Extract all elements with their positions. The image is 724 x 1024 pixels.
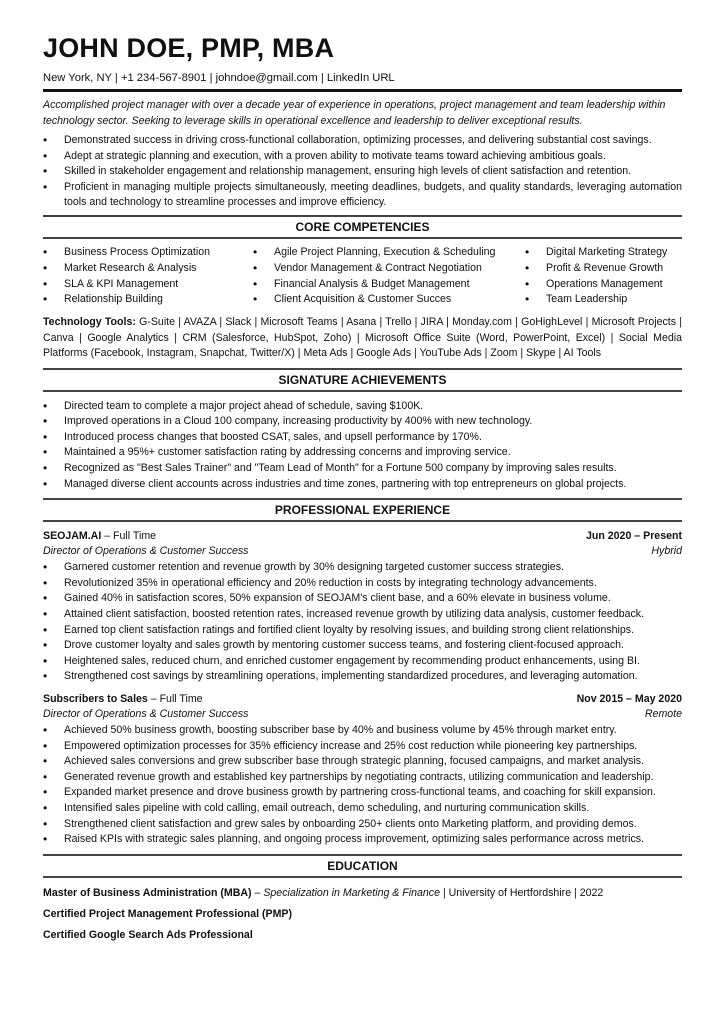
job-subheader: [43, 544, 682, 559]
job-subheader: [43, 707, 682, 722]
job-type: – Full Time: [147, 692, 203, 705]
achievement-item: • Introduced process changes that boosted CSAT, sales, and upsell performance by 170%.: [43, 430, 682, 446]
section-header-core-competencies: [43, 215, 682, 239]
degree-name: Master of Business Administration (MBA): [43, 886, 252, 899]
job-bullet: • Revolutionized 35% in operational efficiency and 20% reduction in costs by integrating technology advancements.: [43, 576, 682, 592]
competency-item: • SLA & KPI Management: [43, 277, 253, 293]
achievements-list: [43, 399, 682, 493]
degree-specialization: Specialization in Marketing & Finance: [263, 886, 440, 899]
competencies-grid: [43, 245, 682, 308]
job-dates: Jun 2020 – Present: [586, 530, 682, 543]
header-divider: [43, 89, 682, 92]
summary-bullets: [43, 133, 682, 211]
job-header: [43, 529, 682, 544]
summary-bullet: • Demonstrated success in driving cross-functional collaboration, optimizing processes, and delivering substantial cost savings.: [43, 133, 682, 149]
achievement-item: • Maintained a 95%+ customer satisfaction rating by addressing concerns and improving service.: [43, 445, 682, 461]
competencies-column: [253, 245, 525, 308]
competencies-column: [43, 245, 253, 308]
section-divider: [43, 520, 682, 522]
job-bullet: • Empowered optimization processes for 35% efficiency increase and 25% cost reduction while pioneering key partnerships.: [43, 739, 682, 755]
competency-item: • Profit & Revenue Growth: [525, 261, 667, 277]
job-bullets: [43, 560, 682, 685]
summary-bullet: • Adept at strategic planning and execution, with a proven ability to motivate teams toward achieving ambitious goals.: [43, 149, 682, 165]
section-header-achievements: [43, 368, 682, 392]
section-divider: [43, 390, 682, 392]
job-bullet: • Drove customer loyalty and sales growth by mentoring customer success teams, and fostering client-focused approach.: [43, 638, 682, 654]
degree-institution: | University of Hertfordshire | 2022: [440, 886, 604, 899]
competency-item: • Client Acquisition & Customer Succes: [253, 292, 525, 308]
section-divider: [43, 876, 682, 878]
competency-item: • Vendor Management & Contract Negotiation: [253, 261, 525, 277]
job-bullet: • Achieved 50% business growth, boosting subscriber base by 40% and business volume by 45% through market entry.: [43, 723, 682, 739]
job-bullet: • Gained 40% in satisfaction scores, 50% expansion of SEOJAM's client base, and a 60% elevate in business volume.: [43, 591, 682, 607]
education-degree: [43, 886, 682, 900]
competency-item: • Financial Analysis & Budget Management: [253, 277, 525, 293]
certification: [43, 928, 682, 942]
competency-item: • Agile Project Planning, Execution & Scheduling: [253, 245, 525, 261]
technology-tools: [43, 315, 682, 362]
candidate-name: JOHN DOE, PMP, MBA: [43, 33, 335, 63]
degree-separator: –: [251, 886, 264, 899]
technology-tools-list: G-Suite | AVAZA | Slack | Microsoft Teams | Asana | Trello | JIRA | Monday.com | GoHighLevel | Microsoft Projects | Canva | Google Analytics | CRM (Salesforce, HubSpot, Zoho) | Microsoft Office Suite (Word, PowerPoint, Excel) | Social Media Platforms (Facebook, Instagram, Snapchat, Twitter/X) | Meta Ads | Google Ads | YouTube Ads | Zoom | Skype | AI Tools: [43, 316, 683, 360]
job-bullet: • Strengthened client satisfaction and grew sales by onboarding 250+ clients onto Marketing platform, and providing demos.: [43, 817, 682, 833]
section-title: EDUCATION: [327, 858, 398, 873]
job-entry: [43, 529, 682, 685]
summary-bullet: • Skilled in stakeholder engagement and relationship management, ensuring high levels of client satisfaction and retention.: [43, 164, 682, 180]
section-divider: [43, 237, 682, 239]
job-bullet: • Garnered customer retention and revenue growth by 30% designing targeted customer success strategies.: [43, 560, 682, 576]
competency-item: • Operations Management: [525, 277, 667, 293]
job-bullet: • Raised KPIs with strategic sales planning, and ongoing process improvement, optimizing sales performance across metrics.: [43, 832, 682, 848]
section-title: CORE COMPETENCIES: [295, 219, 430, 234]
job-bullet: • Heightened sales, reduced churn, and enriched customer engagement by recommending product enhancements, using BI.: [43, 654, 682, 670]
job-location: Remote: [644, 707, 682, 720]
job-bullet: • Earned top client satisfaction ratings and fortified client loyalty by resolving issues, and building strong client relationships.: [43, 623, 682, 639]
achievement-item: • Managed diverse client accounts across industries and time zones, partnering with top entrepreneurs on global projects.: [43, 477, 682, 493]
competency-item: • Business Process Optimization: [43, 245, 253, 261]
job-bullet: • Generated revenue growth and established key partnerships by negotiating contracts, utilizing communication and leadership.: [43, 770, 682, 786]
job-dates: Nov 2015 – May 2020: [576, 692, 682, 705]
competency-item: • Market Research & Analysis: [43, 261, 253, 277]
job-bullet: • Expanded market presence and drove business growth by partnering cross-functional teams, and coaching for skill expansion.: [43, 785, 682, 801]
job-entry: [43, 692, 682, 848]
section-title: SIGNATURE ACHIEVEMENTS: [278, 372, 447, 387]
job-company: Subscribers to Sales: [43, 692, 148, 705]
contact-info: New York, NY | +1 234-567-8901 | johndoe@gmail.com | LinkedIn URL: [43, 72, 395, 84]
competency-item: • Digital Marketing Strategy: [525, 245, 667, 261]
job-bullet: • Intensified sales pipeline with cold calling, email outreach, demo scheduling, and nurturing communication skills.: [43, 801, 682, 817]
job-type: – Full Time: [101, 530, 157, 543]
achievement-item: • Directed team to complete a major project ahead of schedule, saving $100K.: [43, 399, 682, 415]
job-role: Director of Operations & Customer Success: [43, 545, 249, 558]
achievement-item: • Improved operations in a Cloud 100 company, increasing productivity by 400% with new technology.: [43, 414, 682, 430]
job-bullet: • Strengthened cost savings by streamlining operations, implementing standardized procedures, and leveraging automation.: [43, 669, 682, 685]
job-bullet: • Attained client satisfaction, boosted retention rates, increased revenue growth by utilizing data analysis, customer feedback.: [43, 607, 682, 623]
section-title: PROFESSIONAL EXPERIENCE: [274, 503, 451, 518]
job-location: Hybrid: [651, 545, 682, 558]
job-bullets: [43, 723, 682, 848]
competencies-column: [525, 245, 667, 308]
technology-tools-label: Technology Tools:: [43, 316, 136, 329]
job-role: Director of Operations & Customer Success: [43, 707, 249, 720]
certification-name: Certified Project Management Professional (PMP): [43, 907, 293, 920]
certification: [43, 907, 682, 921]
summary-text: Accomplished project manager with over a decade year of experience in operations, project management and team leadership within technology sector. Seeking to leverage skills in operational excellence and leadership to deliver exceptional results.: [43, 99, 666, 127]
section-header-experience: [43, 498, 682, 522]
competency-item: • Team Leadership: [525, 292, 667, 308]
achievement-item: • Recognized as "Best Sales Trainer" and "Team Lead of Month" for a Fortune 500 company by improving sales results.: [43, 461, 682, 477]
certification-name: Certified Google Search Ads Professional: [43, 928, 253, 941]
job-bullet: • Achieved sales conversions and grew subscriber base through strategic planning, focused campaigns, and market analysis.: [43, 754, 682, 770]
summary-bullet: • Proficient in managing multiple projects simultaneously, meeting deadlines, budgets, and quality standards, leveraging automation tools and technology to streamline processes and improve efficiency.: [43, 180, 682, 211]
job-company: SEOJAM.AI: [43, 530, 102, 543]
job-header: [43, 692, 682, 707]
competency-item: • Relationship Building: [43, 292, 253, 308]
section-header-education: [43, 854, 682, 878]
